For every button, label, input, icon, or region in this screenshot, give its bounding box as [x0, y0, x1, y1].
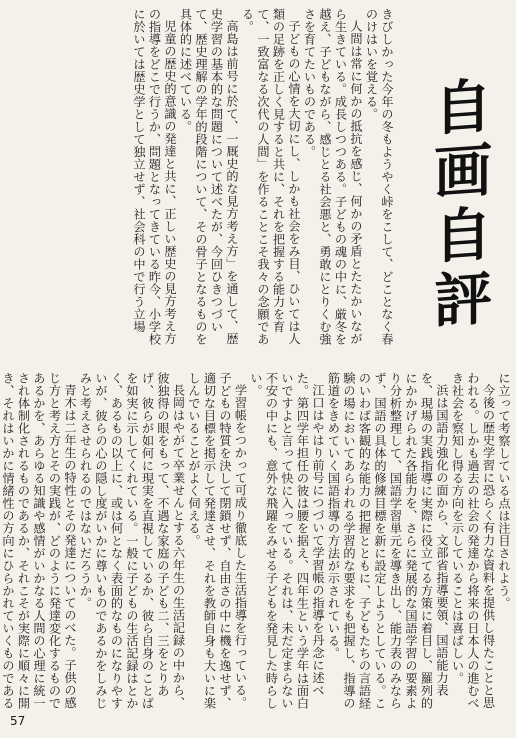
paragraph: 子どもの心情を大切にし、しかも社会をみ目、ひいては人類の足跡を正しく見すると共に、それを把握する能力を育て、一致富なる次代の人間」を作ることこそ我々の念願である。 — [240, 8, 301, 346]
paragraph: 学習帳をつかって可成り徹底した生活指導を行っている。子どもの特質を決して閉鎖せず、自由さの中に機を逸せず、適切な目標を掲示して発達させ、それを教師自身も大いに楽しんでいることがよく伺える。 — [187, 372, 248, 710]
paragraph: きびしかった今年の冬もようやく峠をこして、どことなく春のけはいを覚える。 — [364, 8, 394, 346]
paragraph: 今後の歴史学習に恐らく有力な資料を提供し得たことと思われる。しかも過去の社会の発達から将来の日本人の進むべき社会を察知し得る方向を示していることは喜ばしい。 — [450, 372, 496, 710]
top-tier-text — [6, 8, 394, 353]
paragraph: 青木は二年生の特性とその発達についてのべた。子供の感じ方と考え方とその実践が、どのように発達変化するものであるかを、あらゆる知識や感情がいかなる人間の心理に統一され体制化されるものであるか、それこそが実際に順々に開き、それはいかに情緒性の方向にひらかれていくものである — [1, 372, 77, 710]
paragraph: 浜は国語力強化の面から、文部省指導要領、国語能力表を、現場の実践指導に実際に役立てる方策に着目し、羅列的にかかげられた各能力を、さらに発展的な国語学習の要素より分析整理して、国語学習単元を導き出し、能力表のみならず、国語の具体的修練目標を新に設定しようとしている。このいわば客観的な能力の把握とともに、子どもたちの言語経験の場においてあらわれる学習的な要求をも把握し、指導の筋道をきめていく国語指導の方法が示されている。 — [326, 372, 449, 710]
paragraph: に立って考察している点は注目されよう。 — [497, 372, 511, 610]
page-title: 自画自評 — [424, 74, 492, 336]
paragraph: 江口はやはり前号につづいて学習帳の指導を丹念に述べた。第四学年担任の彼は腰を据え、四年生という学年は面白いですよと言って快に入っている。それは、未だ定まらない不安の中にも、意外な飛躍をみせる子どもを発見した時らしい。 — [249, 372, 325, 710]
paragraph: 人間は常に何かの抵抗を感じ、何かの矛盾とたたかいながら生きている。成長しつつある。子どもの魂の中に、厳冬を越え、子どもながら、感じとる社会悪と、勇敢にとりくむ強さを育てたいものである。 — [302, 8, 363, 346]
bottom-tier-text — [1, 372, 511, 717]
paragraph: 長岡はやがて卒業せんとする六年生の生活記録の中から、彼独得の眼をもって、不遇な家庭の子ども二、三をとりあげ、彼らが如何に現実を直視しているか、彼ら自身のことばを如実に示してくれている。一般に子どもの生活記録はとかく、あるもの以上に、或は何となく表面的なものになりやすいが、彼らの心の隠し度がいかに尊いものであるかをしみじみと考えさせられるのではないだろうか。 — [78, 372, 186, 710]
page-number: 57 — [10, 714, 26, 728]
paragraph: 児童の歴史的意識の発達と共に、正しい歴史の見方考え方の指導をどこで行うか、問題となってきている昨今、小学校に於いては歴史学として独立せず、社会科の中で行う立場 — [132, 8, 177, 346]
paragraph: 高島は前号に於て、一厩史的な見方考え方」を通して、歴史学習の基本的な問題について述べたが、今回ひきつづいて、歴史理解の学年的段階について、その骨子となるものを具体的に述べている。 — [178, 8, 239, 346]
